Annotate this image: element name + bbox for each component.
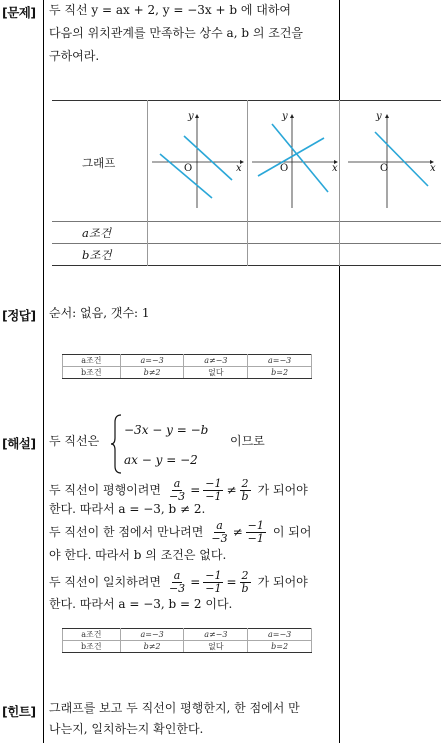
graph-intersecting xyxy=(250,110,340,210)
explanation-intro: 두 직선은 xyxy=(49,434,100,448)
problem-line-2: 다음의 위치관계를 만족하는 상수 a, b 의 조건을 xyxy=(49,26,304,40)
graph-coincident xyxy=(342,110,438,210)
explanation-label: [해설] xyxy=(2,436,36,451)
b-condition-label: b조건 xyxy=(82,248,112,262)
system-eq-2: ax − y = −2 xyxy=(124,453,198,467)
hint-line-1: 그래프를 보고 두 직선이 평행한지, 한 점에서 만 xyxy=(49,701,300,715)
frame-left-line xyxy=(43,0,44,743)
parallel-condition-line: 두 직선이 평행이려면 $\frac{a}{-3}$ = $\frac{-1}{-1}$ ≠ $\frac{2}{b}$ 가 되어야 xyxy=(49,477,308,503)
system-eq-1: −3x − y = −b xyxy=(124,423,209,437)
graph-table: 그래프 a조건 b조건 y x O y x O y x O xyxy=(52,100,441,266)
system-brace xyxy=(110,414,122,474)
answer-text: 순서: 없음, 갯수: 1 xyxy=(49,306,150,320)
intersect-condition-line-2: 야 한다. 따라서 b 의 조건은 없다. xyxy=(49,548,227,562)
explanation-table: a조건 a=−3 a≠−3 a=−3 b조건 b≠2 없다 b=2 xyxy=(62,628,312,653)
answer-table: a조건 a=−3 a≠−3 a=−3 b조건 b≠2 없다 b=2 xyxy=(62,354,312,379)
graph-row-label: 그래프 xyxy=(82,156,116,170)
graph-parallel xyxy=(150,110,246,210)
answer-label: [정답] xyxy=(2,308,36,323)
coincident-condition-line-2: 한다. 따라서 a = −3, b = 2 이다. xyxy=(49,597,233,611)
problem-line-3: 구하여라. xyxy=(49,49,100,63)
problem-label: [문제] xyxy=(2,5,36,20)
hint-line-2: 나는지, 일치하는지 확인한다. xyxy=(49,722,204,736)
parallel-condition-line-2: 한다. 따라서 a = −3, b ≠ 2. xyxy=(49,502,206,516)
explanation-suffix: 이므로 xyxy=(230,434,265,448)
a-condition-label: a조건 xyxy=(82,226,112,240)
intersect-condition-line: 두 직선이 한 점에서 만나려면 $\frac{a}{-3}$ ≠ $\frac{-1}{-1}$ 이 되어 xyxy=(49,519,312,545)
coincident-condition-line: 두 직선이 일치하려면 $\frac{a}{-3}$ = $\frac{-1}{-1}$ = $\frac{2}{b}$ 가 되어야 xyxy=(49,569,308,595)
problem-line-1: 두 직선 y = ax + 2, y = −3x + b 에 대하여 xyxy=(49,3,292,17)
hint-label: [힌트] xyxy=(2,704,36,719)
